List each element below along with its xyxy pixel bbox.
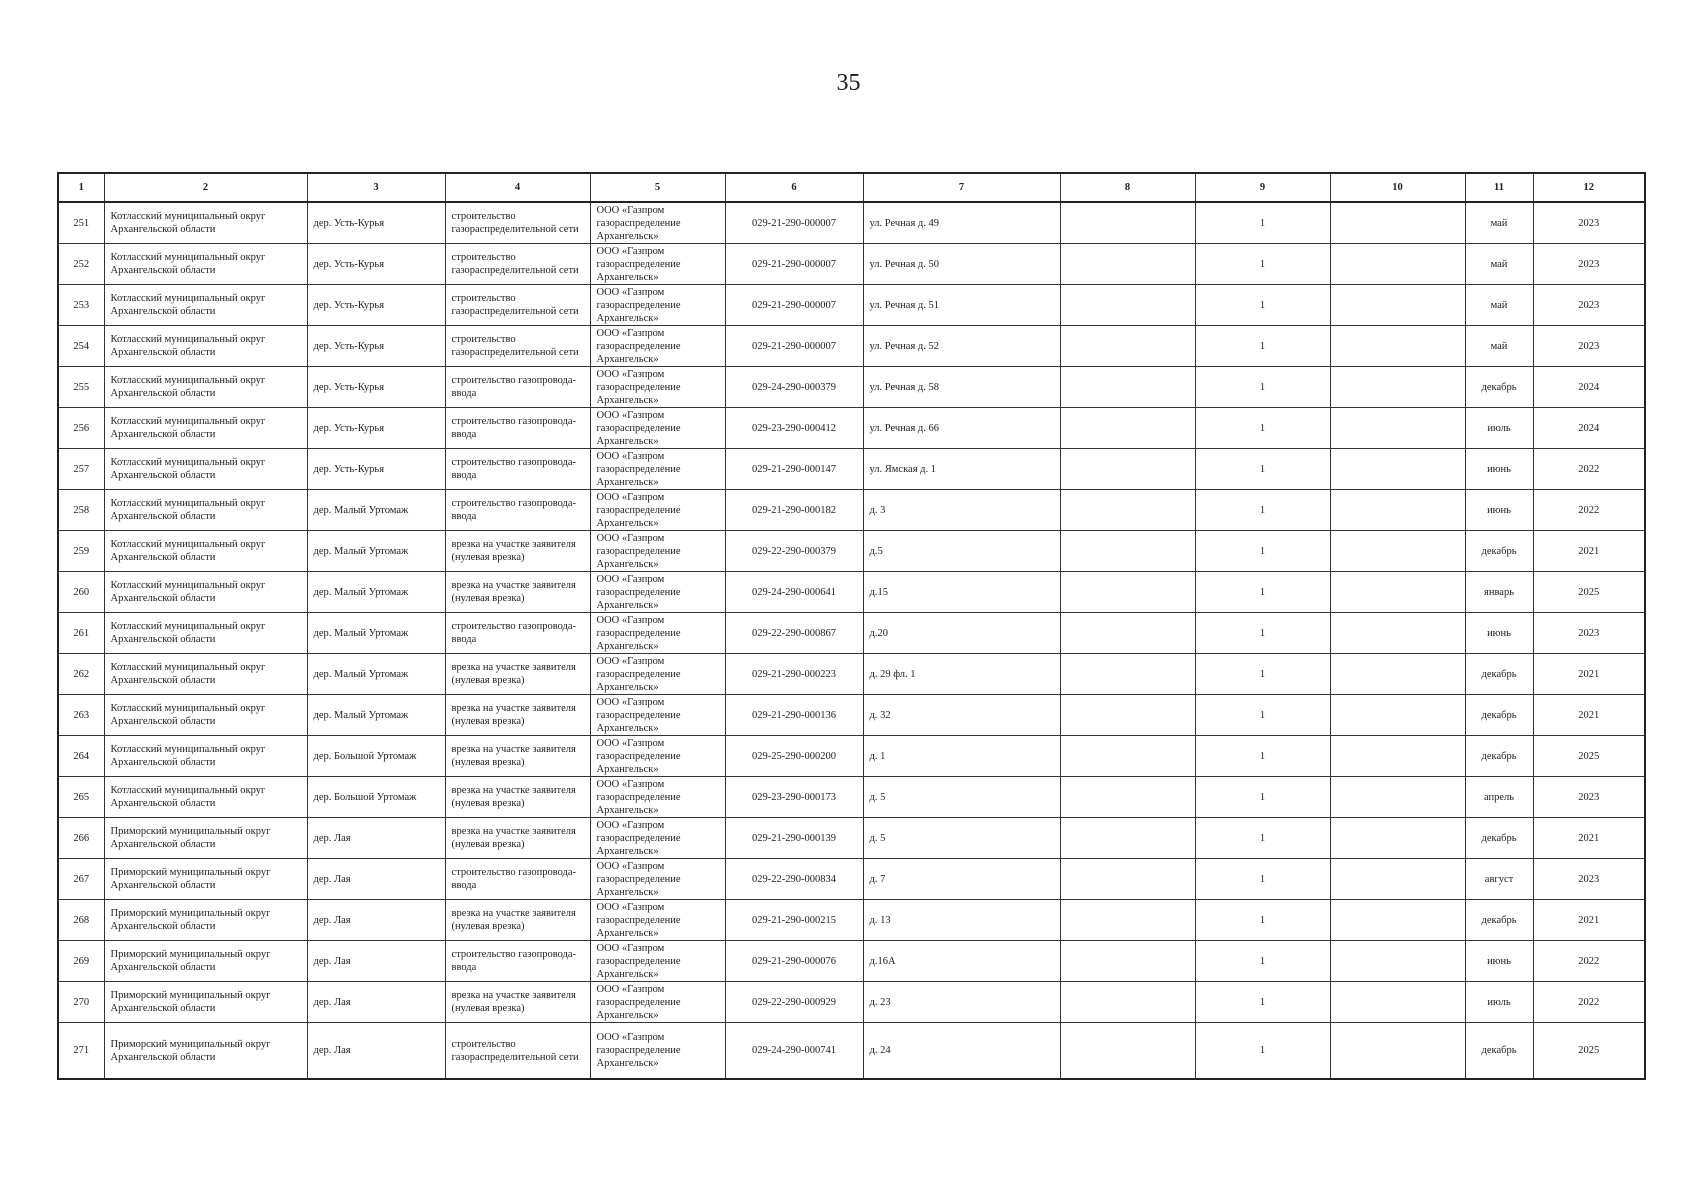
cell-col-10 <box>1330 490 1465 531</box>
cell-organization: ООО «Газпром газораспределение Архангельск» <box>590 449 725 490</box>
cell-col-8 <box>1060 202 1195 244</box>
cell-organization: ООО «Газпром газораспределение Архангельск» <box>590 695 725 736</box>
cell-quantity: 1 <box>1195 202 1330 244</box>
cell-col-10 <box>1330 449 1465 490</box>
cell-organization: ООО «Газпром газораспределение Архангельск» <box>590 326 725 367</box>
cell-work-type: строительство газопровода-ввода <box>445 859 590 900</box>
cell-settlement: дер. Малый Уртомаж <box>307 654 445 695</box>
cell-work-type: строительство газопровода-ввода <box>445 613 590 654</box>
cell-quantity: 1 <box>1195 1023 1330 1080</box>
cell-quantity: 1 <box>1195 654 1330 695</box>
cell-row-number: 264 <box>58 736 104 777</box>
cell-settlement: дер. Малый Уртомаж <box>307 572 445 613</box>
cell-request-number: 029-21-290-000007 <box>725 326 863 367</box>
cell-address: д. 5 <box>863 777 1060 818</box>
cell-col-10 <box>1330 572 1465 613</box>
cell-col-8 <box>1060 613 1195 654</box>
table-row <box>58 818 1645 859</box>
cell-quantity: 1 <box>1195 531 1330 572</box>
cell-year: 2021 <box>1533 531 1645 572</box>
cell-settlement: дер. Лая <box>307 900 445 941</box>
cell-organization: ООО «Газпром газораспределение Архангельск» <box>590 818 725 859</box>
cell-municipality: Котласский муниципальный округ Архангельской области <box>104 408 307 449</box>
cell-municipality: Котласский муниципальный округ Архангельской области <box>104 367 307 408</box>
cell-year: 2023 <box>1533 285 1645 326</box>
table-row <box>58 982 1645 1023</box>
cell-quantity: 1 <box>1195 695 1330 736</box>
cell-organization: ООО «Газпром газораспределение Архангельск» <box>590 982 725 1023</box>
cell-year: 2023 <box>1533 613 1645 654</box>
table-row <box>58 244 1645 285</box>
cell-month: июль <box>1465 408 1533 449</box>
column-header-7: 7 <box>863 173 1060 202</box>
cell-request-number: 029-23-290-000412 <box>725 408 863 449</box>
cell-municipality: Котласский муниципальный округ Архангельской области <box>104 449 307 490</box>
cell-settlement: дер. Лая <box>307 941 445 982</box>
cell-organization: ООО «Газпром газораспределение Архангельск» <box>590 859 725 900</box>
cell-col-8 <box>1060 736 1195 777</box>
cell-work-type: строительство газораспределительной сети <box>445 326 590 367</box>
table-row <box>58 490 1645 531</box>
cell-address: ул. Речная д. 52 <box>863 326 1060 367</box>
cell-row-number: 253 <box>58 285 104 326</box>
cell-col-10 <box>1330 408 1465 449</box>
table-row <box>58 736 1645 777</box>
cell-row-number: 251 <box>58 202 104 244</box>
cell-work-type: строительство газопровода-ввода <box>445 367 590 408</box>
cell-organization: ООО «Газпром газораспределение Архангельск» <box>590 367 725 408</box>
cell-col-8 <box>1060 900 1195 941</box>
cell-month: декабрь <box>1465 736 1533 777</box>
table-row <box>58 900 1645 941</box>
cell-row-number: 260 <box>58 572 104 613</box>
cell-quantity: 1 <box>1195 285 1330 326</box>
cell-organization: ООО «Газпром газораспределение Архангельск» <box>590 572 725 613</box>
cell-municipality: Приморский муниципальный округ Архангельской области <box>104 1023 307 1080</box>
cell-month: май <box>1465 285 1533 326</box>
cell-organization: ООО «Газпром газораспределение Архангельск» <box>590 490 725 531</box>
table-row <box>58 367 1645 408</box>
table-row <box>58 941 1645 982</box>
cell-col-10 <box>1330 900 1465 941</box>
cell-col-8 <box>1060 777 1195 818</box>
cell-quantity: 1 <box>1195 408 1330 449</box>
cell-col-8 <box>1060 490 1195 531</box>
cell-row-number: 269 <box>58 941 104 982</box>
cell-settlement: дер. Усть-Курья <box>307 244 445 285</box>
cell-settlement: дер. Усть-Курья <box>307 326 445 367</box>
cell-request-number: 029-25-290-000200 <box>725 736 863 777</box>
cell-address: д. 13 <box>863 900 1060 941</box>
cell-row-number: 271 <box>58 1023 104 1080</box>
column-header-11: 11 <box>1465 173 1533 202</box>
cell-request-number: 029-24-290-000641 <box>725 572 863 613</box>
column-header-4: 4 <box>445 173 590 202</box>
cell-col-10 <box>1330 367 1465 408</box>
cell-request-number: 029-21-290-000182 <box>725 490 863 531</box>
cell-col-8 <box>1060 859 1195 900</box>
cell-quantity: 1 <box>1195 244 1330 285</box>
cell-row-number: 252 <box>58 244 104 285</box>
cell-settlement: дер. Малый Уртомаж <box>307 490 445 531</box>
cell-municipality: Приморский муниципальный округ Архангельской области <box>104 818 307 859</box>
cell-organization: ООО «Газпром газораспределение Архангельск» <box>590 285 725 326</box>
cell-row-number: 261 <box>58 613 104 654</box>
cell-col-8 <box>1060 572 1195 613</box>
cell-row-number: 268 <box>58 900 104 941</box>
page-number: 35 <box>836 70 861 96</box>
cell-month: май <box>1465 202 1533 244</box>
cell-col-10 <box>1330 285 1465 326</box>
cell-municipality: Котласский муниципальный округ Архангельской области <box>104 490 307 531</box>
cell-address: д. 3 <box>863 490 1060 531</box>
cell-col-10 <box>1330 982 1465 1023</box>
cell-col-8 <box>1060 695 1195 736</box>
table-row <box>58 654 1645 695</box>
table-row <box>58 531 1645 572</box>
cell-work-type: строительство газораспределительной сети <box>445 244 590 285</box>
cell-col-10 <box>1330 941 1465 982</box>
cell-request-number: 029-22-290-000379 <box>725 531 863 572</box>
cell-row-number: 255 <box>58 367 104 408</box>
cell-col-10 <box>1330 654 1465 695</box>
cell-municipality: Котласский муниципальный округ Архангельской области <box>104 244 307 285</box>
cell-month: май <box>1465 244 1533 285</box>
cell-municipality: Приморский муниципальный округ Архангельской области <box>104 982 307 1023</box>
cell-year: 2025 <box>1533 1023 1645 1080</box>
cell-row-number: 267 <box>58 859 104 900</box>
cell-settlement: дер. Усть-Курья <box>307 285 445 326</box>
cell-year: 2022 <box>1533 941 1645 982</box>
cell-municipality: Котласский муниципальный округ Архангельской области <box>104 695 307 736</box>
cell-request-number: 029-21-290-000139 <box>725 818 863 859</box>
cell-col-10 <box>1330 202 1465 244</box>
cell-request-number: 029-24-290-000379 <box>725 367 863 408</box>
column-header-9: 9 <box>1195 173 1330 202</box>
cell-settlement: дер. Усть-Курья <box>307 408 445 449</box>
cell-quantity: 1 <box>1195 859 1330 900</box>
cell-quantity: 1 <box>1195 490 1330 531</box>
cell-year: 2023 <box>1533 859 1645 900</box>
cell-col-8 <box>1060 449 1195 490</box>
cell-month: декабрь <box>1465 900 1533 941</box>
cell-year: 2024 <box>1533 367 1645 408</box>
cell-address: д.16А <box>863 941 1060 982</box>
cell-work-type: врезка на участке заявителя (нулевая врезка) <box>445 572 590 613</box>
cell-request-number: 029-21-290-000215 <box>725 900 863 941</box>
cell-address: д.15 <box>863 572 1060 613</box>
cell-address: д.20 <box>863 613 1060 654</box>
cell-request-number: 029-22-290-000867 <box>725 613 863 654</box>
cell-municipality: Котласский муниципальный округ Архангельской области <box>104 326 307 367</box>
cell-organization: ООО «Газпром газораспределение Архангельск» <box>590 202 725 244</box>
table-row <box>58 202 1645 244</box>
cell-row-number: 270 <box>58 982 104 1023</box>
cell-col-10 <box>1330 613 1465 654</box>
cell-request-number: 029-22-290-000834 <box>725 859 863 900</box>
cell-organization: ООО «Газпром газораспределение Архангельск» <box>590 1023 725 1080</box>
cell-quantity: 1 <box>1195 777 1330 818</box>
cell-year: 2025 <box>1533 736 1645 777</box>
cell-work-type: врезка на участке заявителя (нулевая врезка) <box>445 531 590 572</box>
cell-settlement: дер. Большой Уртомаж <box>307 736 445 777</box>
cell-row-number: 259 <box>58 531 104 572</box>
cell-municipality: Котласский муниципальный округ Архангельской области <box>104 202 307 244</box>
cell-settlement: дер. Малый Уртомаж <box>307 613 445 654</box>
table-row <box>58 1023 1645 1080</box>
cell-col-10 <box>1330 1023 1465 1080</box>
cell-col-8 <box>1060 326 1195 367</box>
table-row <box>58 326 1645 367</box>
cell-year: 2022 <box>1533 449 1645 490</box>
cell-year: 2023 <box>1533 777 1645 818</box>
cell-year: 2021 <box>1533 900 1645 941</box>
cell-row-number: 258 <box>58 490 104 531</box>
cell-month: декабрь <box>1465 367 1533 408</box>
cell-organization: ООО «Газпром газораспределение Архангельск» <box>590 654 725 695</box>
cell-col-8 <box>1060 408 1195 449</box>
cell-row-number: 266 <box>58 818 104 859</box>
column-header-6: 6 <box>725 173 863 202</box>
cell-settlement: дер. Усть-Курья <box>307 449 445 490</box>
cell-address: д. 7 <box>863 859 1060 900</box>
cell-work-type: врезка на участке заявителя (нулевая врезка) <box>445 818 590 859</box>
cell-settlement: дер. Малый Уртомаж <box>307 695 445 736</box>
cell-col-10 <box>1330 326 1465 367</box>
cell-work-type: строительство газопровода-ввода <box>445 449 590 490</box>
cell-row-number: 263 <box>58 695 104 736</box>
cell-address: д.5 <box>863 531 1060 572</box>
cell-month: апрель <box>1465 777 1533 818</box>
cell-request-number: 029-21-290-000007 <box>725 285 863 326</box>
table-body <box>58 202 1645 1079</box>
cell-col-8 <box>1060 941 1195 982</box>
table-row <box>58 695 1645 736</box>
cell-month: январь <box>1465 572 1533 613</box>
table-row <box>58 859 1645 900</box>
cell-settlement: дер. Усть-Курья <box>307 202 445 244</box>
cell-municipality: Котласский муниципальный округ Архангельской области <box>104 777 307 818</box>
cell-request-number: 029-21-290-000223 <box>725 654 863 695</box>
cell-address: д. 24 <box>863 1023 1060 1080</box>
cell-year: 2023 <box>1533 202 1645 244</box>
cell-month: декабрь <box>1465 1023 1533 1080</box>
cell-request-number: 029-23-290-000173 <box>725 777 863 818</box>
cell-col-8 <box>1060 531 1195 572</box>
cell-settlement: дер. Малый Уртомаж <box>307 531 445 572</box>
cell-address: ул. Речная д. 66 <box>863 408 1060 449</box>
cell-address: д. 29 фл. 1 <box>863 654 1060 695</box>
cell-address: ул. Ямская д. 1 <box>863 449 1060 490</box>
cell-col-10 <box>1330 736 1465 777</box>
cell-work-type: врезка на участке заявителя (нулевая врезка) <box>445 695 590 736</box>
cell-organization: ООО «Газпром газораспределение Архангельск» <box>590 900 725 941</box>
cell-month: июль <box>1465 982 1533 1023</box>
table-row <box>58 777 1645 818</box>
cell-month: декабрь <box>1465 695 1533 736</box>
cell-month: декабрь <box>1465 531 1533 572</box>
cell-municipality: Котласский муниципальный округ Архангельской области <box>104 654 307 695</box>
cell-month: май <box>1465 326 1533 367</box>
cell-request-number: 029-24-290-000741 <box>725 1023 863 1080</box>
cell-request-number: 029-21-290-000076 <box>725 941 863 982</box>
cell-address: ул. Речная д. 51 <box>863 285 1060 326</box>
cell-work-type: врезка на участке заявителя (нулевая врезка) <box>445 736 590 777</box>
cell-quantity: 1 <box>1195 449 1330 490</box>
cell-address: д. 5 <box>863 818 1060 859</box>
cell-organization: ООО «Газпром газораспределение Архангельск» <box>590 941 725 982</box>
cell-organization: ООО «Газпром газораспределение Архангельск» <box>590 408 725 449</box>
cell-col-10 <box>1330 859 1465 900</box>
cell-year: 2023 <box>1533 244 1645 285</box>
cell-address: д. 23 <box>863 982 1060 1023</box>
cell-year: 2021 <box>1533 695 1645 736</box>
cell-col-8 <box>1060 285 1195 326</box>
cell-row-number: 256 <box>58 408 104 449</box>
cell-request-number: 029-21-290-000147 <box>725 449 863 490</box>
cell-quantity: 1 <box>1195 941 1330 982</box>
cell-month: декабрь <box>1465 654 1533 695</box>
cell-municipality: Котласский муниципальный округ Архангельской области <box>104 736 307 777</box>
cell-address: ул. Речная д. 50 <box>863 244 1060 285</box>
cell-request-number: 029-22-290-000929 <box>725 982 863 1023</box>
column-header-12: 12 <box>1533 173 1645 202</box>
cell-municipality: Приморский муниципальный округ Архангельской области <box>104 941 307 982</box>
cell-year: 2021 <box>1533 818 1645 859</box>
cell-work-type: строительство газораспределительной сети <box>445 202 590 244</box>
cell-address: ул. Речная д. 49 <box>863 202 1060 244</box>
cell-address: д. 32 <box>863 695 1060 736</box>
cell-address: д. 1 <box>863 736 1060 777</box>
cell-work-type: врезка на участке заявителя (нулевая врезка) <box>445 654 590 695</box>
cell-organization: ООО «Газпром газораспределение Архангельск» <box>590 777 725 818</box>
cell-municipality: Котласский муниципальный округ Архангельской области <box>104 531 307 572</box>
column-header-8: 8 <box>1060 173 1195 202</box>
cell-work-type: строительство газопровода-ввода <box>445 941 590 982</box>
cell-quantity: 1 <box>1195 736 1330 777</box>
cell-month: июнь <box>1465 449 1533 490</box>
cell-quantity: 1 <box>1195 818 1330 859</box>
cell-col-8 <box>1060 654 1195 695</box>
table-row <box>58 572 1645 613</box>
cell-year: 2022 <box>1533 490 1645 531</box>
table-row <box>58 285 1645 326</box>
cell-month: август <box>1465 859 1533 900</box>
cell-col-10 <box>1330 531 1465 572</box>
cell-settlement: дер. Лая <box>307 818 445 859</box>
cell-request-number: 029-21-290-000136 <box>725 695 863 736</box>
column-header-5: 5 <box>590 173 725 202</box>
cell-municipality: Приморский муниципальный округ Архангельской области <box>104 859 307 900</box>
cell-year: 2021 <box>1533 654 1645 695</box>
cell-work-type: врезка на участке заявителя (нулевая врезка) <box>445 982 590 1023</box>
cell-year: 2025 <box>1533 572 1645 613</box>
cell-settlement: дер. Усть-Курья <box>307 367 445 408</box>
cell-col-10 <box>1330 695 1465 736</box>
cell-year: 2024 <box>1533 408 1645 449</box>
cell-settlement: дер. Лая <box>307 859 445 900</box>
cell-settlement: дер. Лая <box>307 982 445 1023</box>
cell-work-type: врезка на участке заявителя (нулевая врезка) <box>445 777 590 818</box>
cell-row-number: 265 <box>58 777 104 818</box>
cell-col-8 <box>1060 367 1195 408</box>
cell-row-number: 257 <box>58 449 104 490</box>
cell-work-type: строительство газораспределительной сети <box>445 285 590 326</box>
cell-month: июнь <box>1465 490 1533 531</box>
cell-year: 2022 <box>1533 982 1645 1023</box>
cell-settlement: дер. Лая <box>307 1023 445 1080</box>
table-row <box>58 449 1645 490</box>
cell-work-type: врезка на участке заявителя (нулевая врезка) <box>445 900 590 941</box>
cell-col-10 <box>1330 818 1465 859</box>
cell-month: июнь <box>1465 613 1533 654</box>
cell-quantity: 1 <box>1195 613 1330 654</box>
cell-quantity: 1 <box>1195 982 1330 1023</box>
cell-quantity: 1 <box>1195 367 1330 408</box>
cell-col-8 <box>1060 982 1195 1023</box>
cell-year: 2023 <box>1533 326 1645 367</box>
cell-col-10 <box>1330 244 1465 285</box>
column-header-3: 3 <box>307 173 445 202</box>
cell-quantity: 1 <box>1195 572 1330 613</box>
cell-organization: ООО «Газпром газораспределение Архангельск» <box>590 613 725 654</box>
cell-quantity: 1 <box>1195 326 1330 367</box>
cell-col-8 <box>1060 818 1195 859</box>
cell-work-type: строительство газопровода-ввода <box>445 490 590 531</box>
column-header-2: 2 <box>104 173 307 202</box>
cell-organization: ООО «Газпром газораспределение Архангельск» <box>590 244 725 285</box>
cell-month: декабрь <box>1465 818 1533 859</box>
cell-row-number: 254 <box>58 326 104 367</box>
registry-table <box>57 172 1646 1080</box>
cell-request-number: 029-21-290-000007 <box>725 202 863 244</box>
cell-quantity: 1 <box>1195 900 1330 941</box>
cell-municipality: Котласский муниципальный округ Архангельской области <box>104 285 307 326</box>
cell-col-8 <box>1060 244 1195 285</box>
header-row <box>58 173 1645 202</box>
cell-request-number: 029-21-290-000007 <box>725 244 863 285</box>
cell-row-number: 262 <box>58 654 104 695</box>
cell-municipality: Котласский муниципальный округ Архангельской области <box>104 572 307 613</box>
cell-col-10 <box>1330 777 1465 818</box>
cell-work-type: строительство газопровода-ввода <box>445 408 590 449</box>
table-row <box>58 408 1645 449</box>
cell-work-type: строительство газораспределительной сети <box>445 1023 590 1080</box>
cell-municipality: Котласский муниципальный округ Архангельской области <box>104 613 307 654</box>
cell-organization: ООО «Газпром газораспределение Архангельск» <box>590 531 725 572</box>
cell-month: июнь <box>1465 941 1533 982</box>
cell-municipality: Приморский муниципальный округ Архангельской области <box>104 900 307 941</box>
cell-address: ул. Речная д. 58 <box>863 367 1060 408</box>
cell-settlement: дер. Большой Уртомаж <box>307 777 445 818</box>
column-header-10: 10 <box>1330 173 1465 202</box>
cell-col-8 <box>1060 1023 1195 1080</box>
cell-organization: ООО «Газпром газораспределение Архангельск» <box>590 736 725 777</box>
column-header-1: 1 <box>58 173 104 202</box>
table-row <box>58 613 1645 654</box>
